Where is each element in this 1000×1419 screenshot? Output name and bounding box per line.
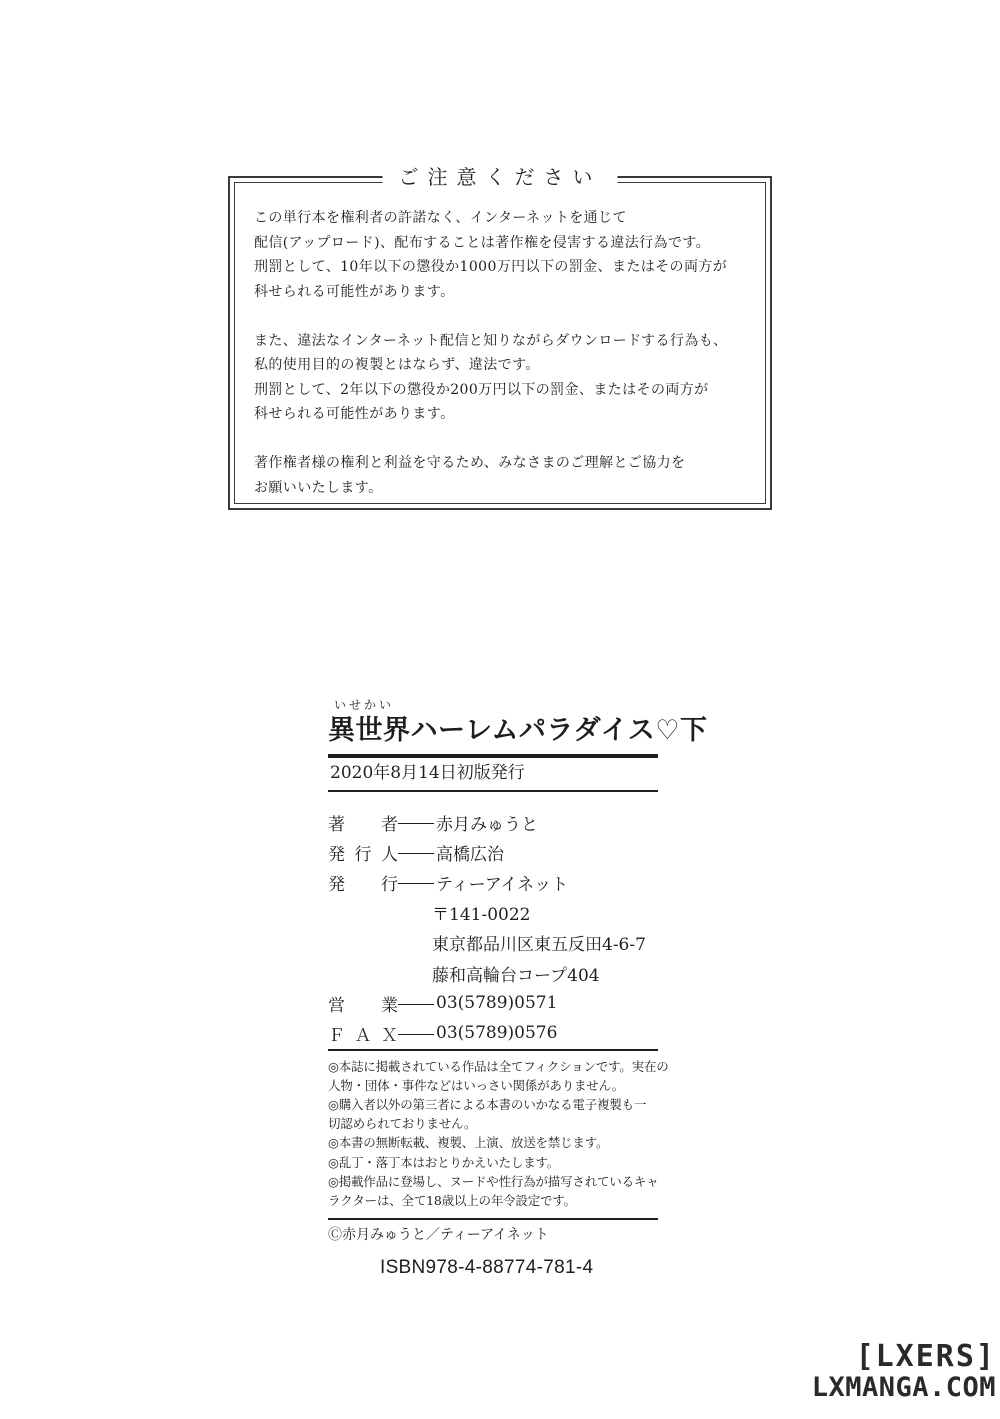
- watermark-tag: [LXERS]: [855, 1339, 996, 1374]
- notice-line: お願いいたします。: [254, 479, 383, 496]
- note-line: ◎本書の無断転載、複製、上演、放送を禁じます。: [328, 1135, 609, 1151]
- contact-fax: [328, 1018, 658, 1048]
- credit-publisher: [328, 867, 658, 897]
- note-line: ◎掲載作品に登場し、ヌードや性行為が描写されているキャ: [328, 1173, 659, 1189]
- notice-line: 科せられる可能性があります。: [254, 283, 455, 300]
- contact-label: ＦＡＸ: [328, 1025, 398, 1046]
- watermark-site: LXMANGA.COM: [811, 1372, 996, 1403]
- credit-label: 発行人: [328, 844, 398, 865]
- credit-value: ティーアイネット: [436, 874, 569, 895]
- edition-date: 2020年8月14日初版発行: [330, 763, 525, 783]
- notice-line: 私的使用目的の複製とはならず、違法です。: [254, 357, 540, 373]
- credit-value: 高橋広治: [436, 844, 504, 865]
- isbn: ISBN978-4-88774-781-4: [380, 1257, 594, 1279]
- notice-line: また、違法なインターネット配信と知りながらダウンロードする行為も、: [254, 332, 728, 349]
- notice-paragraph: [254, 329, 756, 427]
- address-street: 東京都品川区東五反田4-6-7: [432, 935, 646, 956]
- notice-paragraph: [254, 451, 756, 500]
- credit-label: 著 者: [328, 814, 398, 835]
- note-line: ラクターは、全て18歳以上の年令設定です。: [328, 1192, 576, 1208]
- notice-line: 著作権者様の権利と利益を守るため、みなさまのご理解とご協力を: [254, 455, 686, 471]
- title-ruby: いせかい: [334, 698, 395, 712]
- notice-line: 配信(アップロード)、配布することは著作権を侵害する違法行為です。: [254, 234, 711, 251]
- colophon: [328, 698, 708, 1282]
- note-line: 切認められておりません。: [328, 1116, 477, 1132]
- notice-line: 科せられる可能性があります。: [254, 406, 455, 422]
- credit-dash: [398, 853, 434, 854]
- notice-box: [228, 165, 772, 510]
- credit-author: [328, 807, 658, 837]
- credits: [328, 807, 658, 1049]
- address-postal: 〒141-0022: [432, 905, 531, 926]
- contact-value: 03(5789)0571: [436, 993, 558, 1014]
- book-title: 異世界ハーレムパラダイス♡下: [328, 715, 708, 746]
- notice-line: 刑罰として、2年以下の懲役か200万円以下の罰金、またはその両方が: [254, 381, 709, 398]
- contact-dash: [398, 1034, 434, 1035]
- credits-rule: [328, 1049, 658, 1051]
- note-line: ◎乱丁・落丁本はおとりかえいたします。: [328, 1154, 560, 1170]
- contact-sales: [328, 988, 658, 1018]
- credit-dash: [398, 823, 434, 824]
- credit-dash: [398, 883, 434, 884]
- edition-rule: [328, 790, 658, 792]
- contact-value: 03(5789)0576: [436, 1023, 558, 1044]
- site-watermark: [811, 1339, 996, 1403]
- note-line: 人物・団体・事件などはいっさい関係がありません。: [328, 1077, 624, 1093]
- notice-body: [254, 206, 756, 500]
- note-line: ◎購入者以外の第三者による本書のいかなる電子複製も一: [328, 1096, 647, 1112]
- contact-dash: [398, 1004, 434, 1005]
- contact-label: 営 業: [328, 995, 398, 1016]
- legal-notes: [328, 1057, 669, 1211]
- notice-paragraph: [254, 206, 756, 304]
- credit-label: 発 行: [328, 874, 398, 895]
- notice-title: ご注意ください: [383, 162, 618, 192]
- credit-value: 赤月みゅうと: [436, 814, 538, 835]
- notice-line: 刑罰として、10年以下の懲役か1000万円以下の罰金、またはその両方が: [254, 259, 728, 275]
- address-building: 藤和高輪台コープ404: [432, 965, 600, 986]
- copyright-line: Ⓒ赤月みゅうと／ティーアイネット: [328, 1227, 549, 1244]
- note-line: ◎本誌に掲載されている作品は全てフィクションです。実在の: [328, 1058, 669, 1074]
- credit-publisher-person: [328, 837, 658, 867]
- notice-line: この単行本を権利者の許諾なく、インターネットを通じて: [254, 210, 627, 226]
